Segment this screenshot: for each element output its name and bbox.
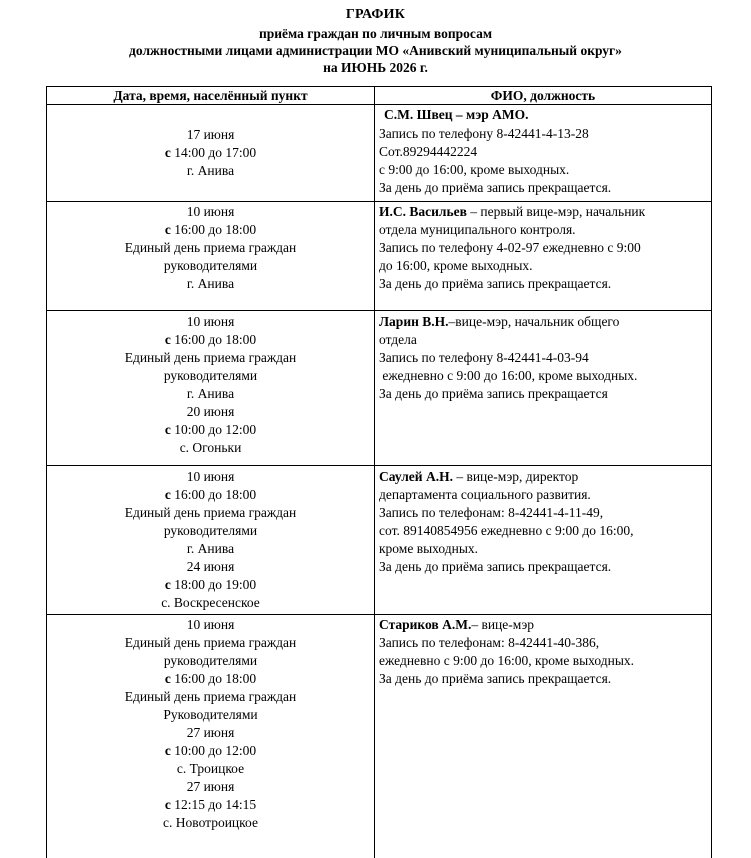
- official-name: И.С. Васильев – первый вице-мэр, начальник: [379, 204, 646, 219]
- note-line: Единый день приема граждан: [124, 350, 297, 365]
- detail-line: с 9:00 до 16:00, кроме выходных.: [379, 162, 570, 177]
- detail-line: ежедневно с 9:00 до 16:00, кроме выходных.: [379, 368, 638, 383]
- date-line: 27 июня: [186, 779, 235, 794]
- place-line: с. Новотроицкое: [163, 815, 258, 830]
- document-subtitle-2: должностными лицами администрации МО «Анивский муниципальный округ»: [129, 43, 622, 58]
- date-line: 27 июня: [186, 725, 235, 740]
- note-line: руководителями: [163, 653, 258, 668]
- row-4-official-cell: [379, 468, 709, 576]
- detail-line: Запись по телефону 4-02-97 ежедневно с 9:00: [379, 240, 641, 255]
- time-line: с 18:00 до 19:00: [164, 577, 257, 592]
- detail-line: За день до приёма запись прекращается: [379, 386, 608, 401]
- row-1-date-cell: [47, 126, 374, 180]
- row-3-official-cell: [379, 313, 709, 403]
- detail-line: Запись по телефону 8-42441-4-03-94: [379, 350, 589, 365]
- official-name: С.М. Швец – мэр АМО.: [384, 107, 529, 122]
- detail-line: За день до приёма запись прекращается.: [379, 559, 612, 574]
- note-line: Руководителями: [163, 707, 258, 722]
- place-line: с. Троицкое: [176, 761, 245, 776]
- column-header-date: Дата, время, населённый пункт: [113, 88, 308, 103]
- document-title: ГРАФИК: [345, 7, 406, 22]
- table-header-divider: [46, 104, 712, 105]
- date-line: 24 июня: [186, 559, 235, 574]
- time-line: с 12:15 до 14:15: [164, 797, 257, 812]
- row-divider: [46, 465, 712, 466]
- time-line: с 16:00 до 18:00: [164, 487, 257, 502]
- date-line: 10 июня: [186, 314, 235, 329]
- row-3-date-cell: [47, 313, 374, 457]
- time-line: с 10:00 до 12:00: [164, 743, 257, 758]
- detail-line: Запись по телефонам: 8-42441-4-11-49,: [379, 505, 604, 520]
- official-name: Ларин В.Н.–вице-мэр, начальник общего: [379, 314, 620, 329]
- detail-line: За день до приёма запись прекращается.: [379, 180, 612, 195]
- note-line: Единый день приема граждан: [124, 689, 297, 704]
- date-line: 17 июня: [186, 127, 235, 142]
- note-line: Единый день приема граждан: [124, 505, 297, 520]
- row-divider: [46, 310, 712, 311]
- row-1-official-cell: [384, 106, 714, 124]
- time-line: с 14:00 до 17:00: [164, 145, 257, 160]
- detail-line: За день до приёма запись прекращается.: [379, 671, 612, 686]
- note-line: руководителями: [163, 258, 258, 273]
- row-2-date-cell: [47, 203, 374, 293]
- time-line: с 16:00 до 18:00: [164, 671, 257, 686]
- place-line: г. Анива: [186, 163, 235, 178]
- detail-line: отдела: [379, 332, 417, 347]
- date-line: 10 июня: [186, 204, 235, 219]
- row-5-date-cell: [47, 616, 374, 832]
- document-subtitle-1: приёма граждан по личным вопросам: [258, 26, 493, 41]
- detail-line: За день до приёма запись прекращается.: [379, 276, 612, 291]
- row-divider: [46, 614, 712, 615]
- time-line: с 16:00 до 18:00: [164, 222, 257, 237]
- document-subtitle-3: на ИЮНЬ 2026 г.: [323, 60, 428, 75]
- detail-line: Запись по телефонам: 8-42441-40-386,: [379, 635, 600, 650]
- date-line: 10 июня: [186, 469, 235, 484]
- official-name: Саулей А.Н. – вице-мэр, директор: [379, 469, 579, 484]
- place-line: г. Анива: [186, 541, 235, 556]
- note-line: руководителями: [163, 523, 258, 538]
- row-5-official-cell: [379, 616, 709, 688]
- note-line: руководителями: [163, 368, 258, 383]
- detail-line: отдела муниципального контроля.: [379, 222, 576, 237]
- date-line: 10 июня: [186, 617, 235, 632]
- schedule-table: [46, 86, 712, 858]
- note-line: Единый день приема граждан: [124, 635, 297, 650]
- place-line: г. Анива: [186, 386, 235, 401]
- detail-line: кроме выходных.: [379, 541, 479, 556]
- detail-line: сот. 89140854956 ежедневно с 9:00 до 16:00,: [379, 523, 634, 538]
- detail-line: Запись по телефону 8-42441-4-13-28: [379, 126, 589, 141]
- row-4-date-cell: [47, 468, 374, 612]
- time-line: с 10:00 до 12:00: [164, 422, 257, 437]
- note-line: Единый день приема граждан: [124, 240, 297, 255]
- detail-line: до 16:00, кроме выходных.: [379, 258, 533, 273]
- row-2-official-cell: [379, 203, 709, 293]
- time-line: с 16:00 до 18:00: [164, 332, 257, 347]
- row-1-official-details: [379, 125, 709, 197]
- row-divider: [46, 201, 712, 202]
- place-line: с. Воскресенское: [161, 595, 260, 610]
- place-line: г. Анива: [186, 276, 235, 291]
- detail-line: ежедневно с 9:00 до 16:00, кроме выходных.: [379, 653, 635, 668]
- date-line: 20 июня: [186, 404, 235, 419]
- place-line: с. Огоньки: [179, 440, 242, 455]
- detail-line: Сот.89294442224: [379, 144, 478, 159]
- official-name: Стариков А.М.– вице-мэр: [379, 617, 535, 632]
- detail-line: департамента социального развития.: [379, 487, 591, 502]
- column-header-name: ФИО, должность: [490, 88, 596, 103]
